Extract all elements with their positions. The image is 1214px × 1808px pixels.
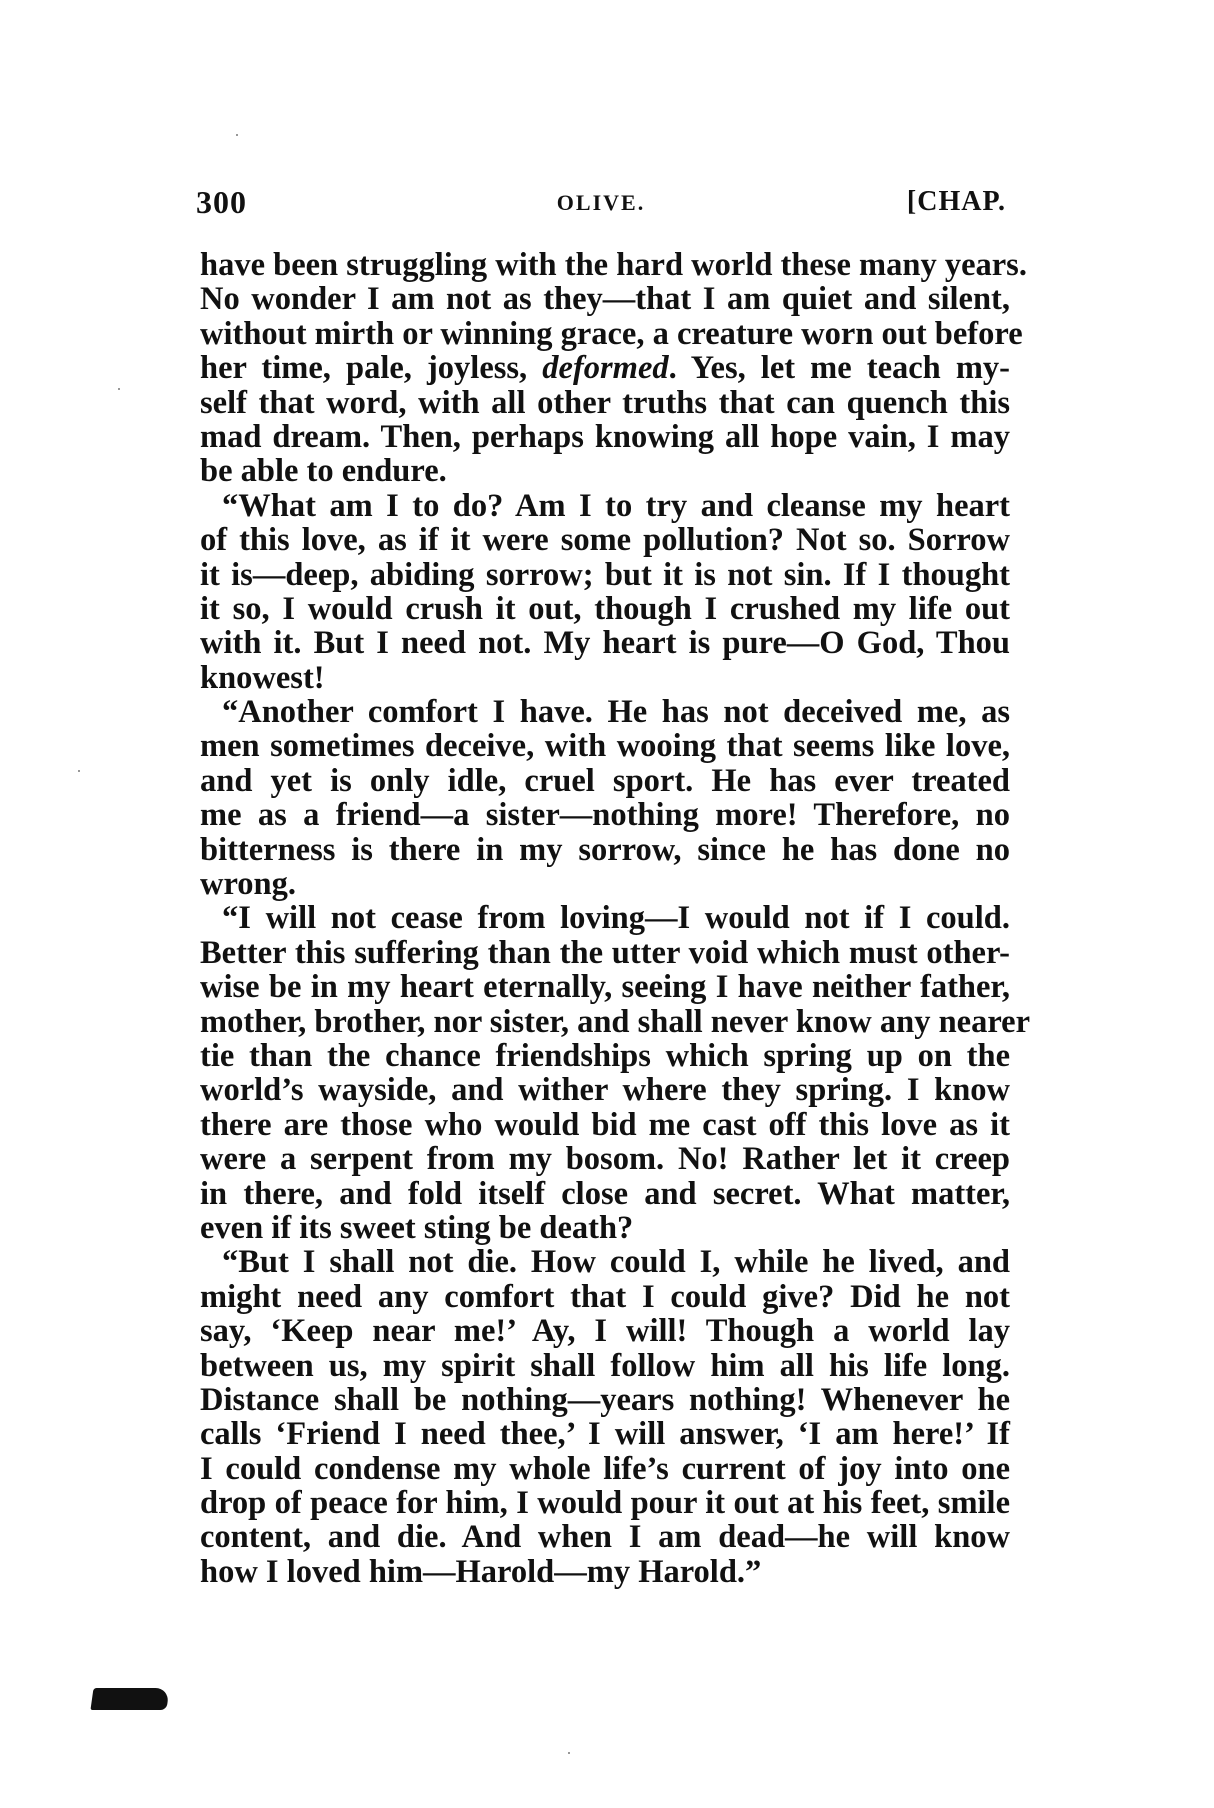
speck-mark-icon <box>78 770 80 772</box>
running-title: OLIVE. <box>556 190 646 215</box>
text-line: “What am I to do? Am I to try and cleanse my heart <box>222 487 1010 524</box>
text-line: “But I shall not die. How could I, while he lived, and <box>222 1244 1010 1281</box>
text-line: drop of peace for him, I would pour it out at his feet, smile <box>200 1485 1010 1522</box>
italic-word: deformed <box>542 350 669 387</box>
text-line: were a serpent from my bosom. No! Rather let it creep <box>200 1141 1010 1178</box>
speck-mark-icon <box>568 1752 570 1754</box>
ink-blot-icon <box>90 1688 169 1710</box>
text-line: even if its sweet sting be death? <box>200 1209 634 1246</box>
text-line: with it. But I need not. My heart is pure—O God, Thou <box>200 625 1010 662</box>
text-line: be able to endure. <box>200 453 447 490</box>
text-line: there are those who would bid me cast off this love as it <box>200 1106 1010 1143</box>
text-line: knowest! <box>200 659 325 696</box>
text-line: it is—deep, abiding sorrow; but it is not sin. If I thought <box>200 556 1010 593</box>
text-line: and yet is only idle, cruel sport. He has ever treated <box>200 762 1010 799</box>
speck-mark-icon <box>236 134 238 136</box>
text-line: wise be in my heart eternally, seeing I have neither father, <box>200 969 1010 1006</box>
page-number: 300 <box>196 184 247 220</box>
text-line: mother, brother, nor sister, and shall never know any nearer <box>200 1003 1031 1040</box>
text-line: wrong. <box>200 866 297 903</box>
text-line: of this love, as if it were some pollution? Not so. Sorrow <box>200 522 1010 559</box>
text-line: might need any comfort that I could give? Did he not <box>200 1278 1010 1315</box>
page-header <box>196 184 1006 224</box>
text-line: I could condense my whole life’s current of joy into one <box>200 1450 1010 1487</box>
text-line: bitterness is there in my sorrow, since he has done no <box>200 831 1010 868</box>
text-line: No wonder I am not as they—that I am quiet and silent, <box>200 281 1010 318</box>
text-line: self that word, with all other truths that can quench this <box>200 384 1010 421</box>
text-line: in there, and fold itself close and secret. What matter, <box>200 1175 1010 1212</box>
text-line: between us, my spirit shall follow him all his life long. <box>200 1347 1010 1384</box>
text-line: calls ‘Friend I need thee,’ I will answer, ‘I am here!’ If <box>200 1416 1010 1453</box>
text-line: it so, I would crush it out, though I crushed my life out <box>200 590 1010 627</box>
text-line: mad dream. Then, perhaps knowing all hope vain, I may <box>200 418 1010 455</box>
text-line: “Another comfort I have. He has not deceived me, as <box>222 694 1010 731</box>
text-line: without mirth or winning grace, a creature worn out before <box>200 315 1023 352</box>
chapter-marker: [CHAP. <box>906 186 1006 217</box>
body-text <box>200 247 1031 1590</box>
text-line: say, ‘Keep near me!’ Ay, I will! Though a world lay <box>200 1313 1010 1350</box>
text-line: her time, pale, joyless, deformed. Yes, let me teach my- <box>200 350 1010 387</box>
speck-mark-icon <box>118 388 120 390</box>
text-line: me as a friend—a sister—nothing more! Therefore, no <box>200 797 1010 834</box>
text-line: content, and die. And when I am dead—he will know <box>200 1519 1010 1556</box>
text-line: how I loved him—Harold—my Harold.” <box>200 1553 762 1590</box>
text-line: “I will not cease from loving—I would not if I could. <box>222 900 1010 937</box>
text-line: Better this suffering than the utter void which must other- <box>200 934 1010 971</box>
text-line: tie than the chance friendships which spring up on the <box>200 1037 1010 1074</box>
text-line: Distance shall be nothing—years nothing! Whenever he <box>200 1381 1010 1418</box>
text-line: have been struggling with the hard world these many years. <box>200 247 1027 283</box>
text-line: men sometimes deceive, with wooing that seems like love, <box>200 728 1010 765</box>
text-line: world’s wayside, and wither where they spring. I know <box>200 1072 1010 1109</box>
